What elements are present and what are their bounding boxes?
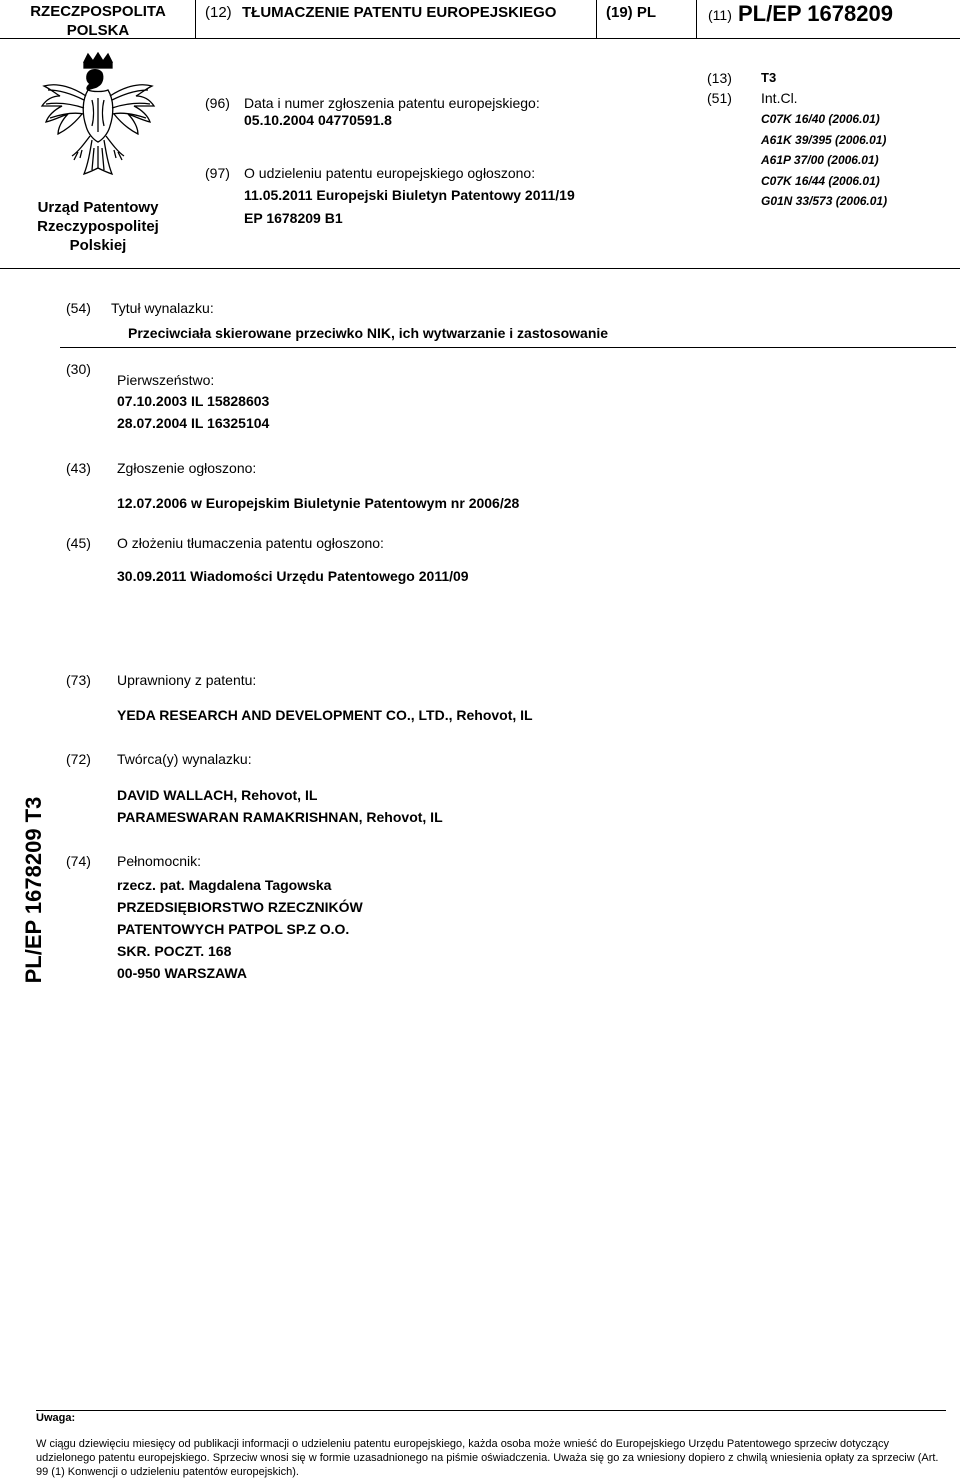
country-name: RZECZPOSPOLITA POLSKA [30,3,166,39]
inventor: DAVID WALLACH, Rehovot, IL [117,787,318,803]
priority-value: 28.07.2004 IL 16325104 [117,415,270,431]
filing-value: 05.10.2004 04770591.8 [244,112,392,128]
code-43: (43) [66,460,91,476]
attorney-line: rzecz. pat. Magdalena Tagowska [117,877,332,893]
top-section-divider [0,268,960,269]
classification-item: A61P 37/00 (2006.01) [761,153,879,167]
attorney-line: PATENTOWYCH PATPOL SP.Z O.O. [117,921,350,937]
priority-value: 07.10.2003 IL 15828603 [117,393,270,409]
code-73: (73) [66,672,91,688]
attorney-label: Pełnomocnik: [117,853,202,869]
kind-code: T3 [761,70,777,85]
priority-label: Pierwszeństwo: [117,372,215,388]
attorney-line: 00-950 WARSZAWA [117,965,247,981]
title-label: Tytuł wynalazku: [111,300,214,316]
classification-item: A61K 39/395 (2006.01) [761,132,887,147]
header-vertical-divider-left [195,0,196,38]
proprietor-label: Uprawniony z patentu: [117,672,257,688]
inventor: PARAMESWARAN RAMAKRISHNAN, Rehovot, IL [117,809,443,825]
number-code: (11) [708,7,732,23]
patent-number: PL/EP 1678209 [738,1,893,26]
code-54: (54) [66,300,91,316]
ep-number: EP 1678209 B1 [244,210,343,226]
header-vertical-divider-mid [596,0,597,38]
application-published-value: 12.07.2006 w Europejskim Biuletynie Patentowym nr 2006/28 [117,495,520,511]
code-45: (45) [66,535,91,551]
code-51: (51) [707,90,732,106]
doc-type: TŁUMACZENIE PATENTU EUROPEJSKIEGO [242,4,557,21]
filing-label: Data i numer zgłoszenia patentu europejskiego: [244,95,540,111]
office-name: Urząd Patentowy Rzeczypospolitej Polskiej [37,199,159,254]
classification-list [761,109,887,212]
application-published-label: Zgłoszenie ogłoszono: [117,460,257,476]
code-96: (96) [205,95,230,111]
polish-eagle-emblem [38,52,158,190]
side-patent-label: PL/EP 1678209 T3 [21,796,46,984]
classification-item: C07K 16/40 (2006.01) [761,112,880,126]
grant-label: O udzieleniu patentu europejskiego ogłoszono: [244,165,536,181]
grant-value: 11.05.2011 Europejski Biuletyn Patentowy 2011/19 [244,187,575,203]
header-vertical-divider-right [696,0,697,38]
attorney-line: SKR. POCZT. 168 [117,943,232,959]
code-72: (72) [66,751,91,767]
code-74: (74) [66,853,91,869]
proprietor-value: YEDA RESEARCH AND DEVELOPMENT CO., LTD., Rehovot, IL [117,707,533,723]
invention-title: Przeciwciała skierowane przeciwko NIK, ich wytwarzanie i zastosowanie [128,325,609,341]
classification-item: C07K 16/44 (2006.01) [761,173,880,188]
classification-item: G01N 33/573 (2006.01) [761,194,888,208]
notice-label: Uwaga: [36,1412,76,1424]
title-divider [60,347,956,348]
code-13: (13) [707,70,732,86]
doc-type-code: (12) [205,4,232,21]
int-cl-label: Int.Cl. [761,90,798,106]
attorney-line: PRZEDSIĘBIORSTWO RZECZNIKÓW [117,899,363,915]
inventors-label: Twórca(y) wynalazku: [117,751,252,767]
country-code: (19) PL [606,4,657,21]
notice-divider [36,1410,946,1411]
notice-text: W ciągu dziewięciu miesięcy od publikacji informacji o udzieleniu patentu europejskiego, każda osoba może wnieść do Europejskiego Urzędu Patentowego sprzeciw dotyczący udzielonego patentu europejskiego. Sprzeciw wnosi się w formie uzasadnionego na piśmie oświadczenia. Uważa się go za wniesiony dopiero z chwilą wniesienia opłaty za sprzeciw (Art. 99 (1) Konwencji o udzieleniu patentów europejskich). [36,1438,939,1478]
code-30: (30) [66,361,91,377]
translation-filed-label: O złożeniu tłumaczenia patentu ogłoszono: [117,535,384,551]
translation-filed-value: 30.09.2011 Wiadomości Urzędu Patentowego 2011/09 [117,568,469,584]
code-97: (97) [205,165,230,181]
header-divider [0,38,960,39]
